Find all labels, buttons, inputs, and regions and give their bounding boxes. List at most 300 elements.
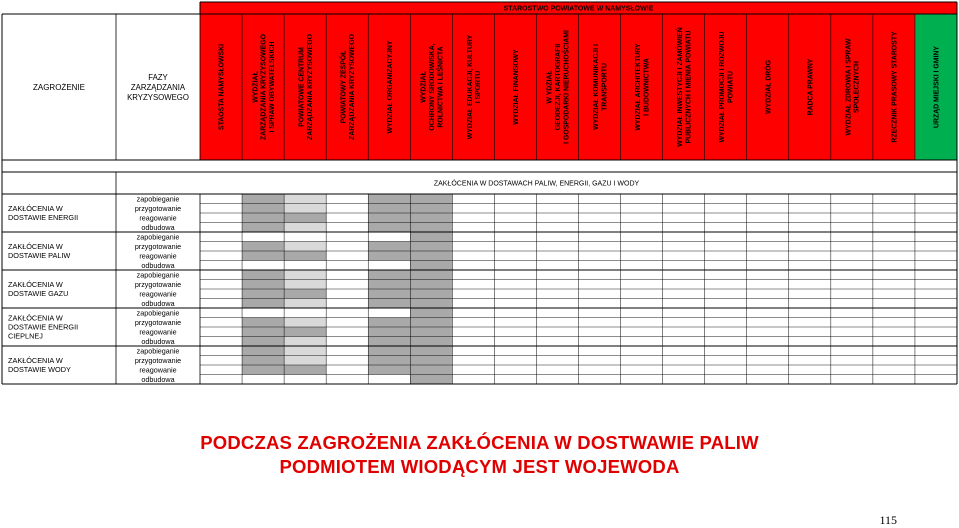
matrix-cell xyxy=(705,289,747,299)
matrix-cell xyxy=(284,356,326,366)
matrix-cell xyxy=(494,223,536,233)
matrix-cell xyxy=(200,223,242,233)
matrix-cell xyxy=(579,289,621,299)
matrix-cell xyxy=(915,251,957,261)
matrix-cell xyxy=(326,299,368,309)
matrix-cell xyxy=(705,270,747,280)
matrix-cell xyxy=(452,204,494,214)
matrix-cell xyxy=(368,337,410,347)
matrix-cell xyxy=(200,375,242,385)
matrix-cell xyxy=(915,299,957,309)
phases-label: KRYZYSOWEGO xyxy=(127,93,189,102)
unit-header-label: RZECZNIK PRASOWY STAROSTY xyxy=(891,31,899,143)
matrix-cell xyxy=(831,289,873,299)
threat-name: DOSTAWIE PALIW xyxy=(8,250,71,260)
unit-header-label: W YDZIAŁ xyxy=(546,70,554,104)
matrix-cell xyxy=(494,270,536,280)
matrix-cell xyxy=(410,308,452,318)
threat-name: ZAKŁÓCENIA W xyxy=(8,242,63,252)
unit-header-label: RADCA PRAWNY xyxy=(807,58,815,116)
matrix-cell xyxy=(326,261,368,271)
matrix-cell xyxy=(915,194,957,204)
matrix-cell xyxy=(242,327,284,337)
matrix-cell xyxy=(452,299,494,309)
unit-header-label: URZĄD MIEJSKI I GMINY xyxy=(933,46,941,128)
matrix-cell xyxy=(452,213,494,223)
matrix-cell xyxy=(747,251,789,261)
matrix-cell xyxy=(873,232,915,242)
matrix-cell xyxy=(831,346,873,356)
matrix-cell xyxy=(747,232,789,242)
phases-label: FAZY xyxy=(148,73,168,82)
matrix-cell xyxy=(284,365,326,375)
matrix-cell xyxy=(242,194,284,204)
matrix-cell xyxy=(452,318,494,328)
matrix-cell xyxy=(663,365,705,375)
matrix-cell xyxy=(789,327,831,337)
matrix-cell xyxy=(705,308,747,318)
matrix-cell xyxy=(368,356,410,366)
matrix-cell xyxy=(242,346,284,356)
matrix-cell xyxy=(368,270,410,280)
unit-header-label: I GOSPODARKI NIERUCHOŚCIAMI xyxy=(563,30,571,144)
matrix-cell xyxy=(326,232,368,242)
matrix-cell xyxy=(452,280,494,290)
matrix-cell xyxy=(663,280,705,290)
matrix-cell xyxy=(873,365,915,375)
matrix-cell xyxy=(536,232,578,242)
matrix-cell xyxy=(536,365,578,375)
phase-label: reagowanie xyxy=(139,213,177,223)
threat-label: ZAGROŻENIE xyxy=(32,83,86,92)
matrix-cell xyxy=(452,251,494,261)
matrix-cell xyxy=(873,270,915,280)
matrix-cell xyxy=(579,213,621,223)
matrix-cell xyxy=(326,270,368,280)
matrix-cell xyxy=(536,337,578,347)
matrix-cell xyxy=(621,308,663,318)
matrix-cell xyxy=(789,356,831,366)
matrix-cell xyxy=(284,251,326,261)
phases-label: ZARZĄDZANIA xyxy=(130,83,186,92)
matrix-cell xyxy=(705,299,747,309)
matrix-cell xyxy=(284,213,326,223)
phase-label: odbudowa xyxy=(141,222,175,232)
matrix-cell xyxy=(536,327,578,337)
matrix-cell xyxy=(747,289,789,299)
matrix-cell xyxy=(579,232,621,242)
unit-header xyxy=(675,27,692,146)
matrix-cell xyxy=(368,232,410,242)
matrix-cell xyxy=(410,327,452,337)
matrix-cell xyxy=(579,223,621,233)
matrix-cell xyxy=(242,232,284,242)
matrix-cell xyxy=(873,194,915,204)
unit-header xyxy=(807,58,814,115)
phase-label: przygotowanie xyxy=(134,203,182,213)
matrix-cell xyxy=(410,375,452,385)
unit-header-label: SPOŁECZNYCH xyxy=(853,60,861,114)
matrix-cell xyxy=(915,346,957,356)
footer-note-line-1: PODCZAS ZAGROŻENIA ZAKŁÓCENIA W DOSTWAWIE PALIW xyxy=(200,432,759,453)
matrix-cell xyxy=(410,337,452,347)
matrix-cell xyxy=(368,261,410,271)
matrix-cell xyxy=(663,318,705,328)
matrix-cell xyxy=(368,194,410,204)
matrix-cell xyxy=(747,204,789,214)
matrix-cell xyxy=(705,356,747,366)
unit-header-label: WYDZIAŁ KOMUNIKACJI I xyxy=(592,44,600,130)
unit-header xyxy=(513,49,520,125)
matrix-cell xyxy=(536,242,578,252)
matrix-cell xyxy=(579,375,621,385)
matrix-cell xyxy=(873,204,915,214)
unit-header-label: WYDZIAŁ ARCHITEKTURY xyxy=(634,43,642,131)
matrix-cell xyxy=(368,375,410,385)
matrix-cell xyxy=(831,213,873,223)
matrix-cell xyxy=(200,280,242,290)
phase-label: zapobieganie xyxy=(136,270,180,280)
unit-header-label: WYDZIAŁ INWESTYCJI I ZAMÓWIEŃ xyxy=(677,27,685,147)
matrix-cell xyxy=(789,346,831,356)
matrix-cell xyxy=(284,299,326,309)
matrix-cell xyxy=(663,251,705,261)
matrix-cell xyxy=(705,346,747,356)
matrix-cell xyxy=(789,337,831,347)
unit-header-label: PUBLICZNYCH I MIENIA POWIATU xyxy=(685,30,693,144)
section-title: ZAKŁÓCENIA W DOSTAWACH PALIW, ENERGII, GAZU I WODY xyxy=(433,180,640,188)
phase-label: odbudowa xyxy=(141,336,175,346)
matrix-cell xyxy=(873,356,915,366)
matrix-cell xyxy=(200,308,242,318)
threat-name: DOSTAWIE ENERGII xyxy=(8,322,79,332)
matrix-cell xyxy=(368,327,410,337)
matrix-cell xyxy=(242,375,284,385)
matrix-cell xyxy=(915,204,957,214)
matrix-cell xyxy=(663,327,705,337)
matrix-cell xyxy=(284,318,326,328)
phase-label: przygotowanie xyxy=(134,279,182,289)
matrix-cell xyxy=(747,261,789,271)
matrix-cell xyxy=(284,242,326,252)
matrix-cell xyxy=(452,289,494,299)
matrix-cell xyxy=(494,242,536,252)
matrix-cell xyxy=(873,318,915,328)
matrix-cell xyxy=(705,318,747,328)
matrix-cell xyxy=(579,356,621,366)
matrix-cell xyxy=(747,308,789,318)
matrix-cell xyxy=(663,213,705,223)
matrix-cell xyxy=(663,308,705,318)
unit-header xyxy=(299,33,314,140)
matrix-cell xyxy=(789,204,831,214)
matrix-cell xyxy=(621,318,663,328)
matrix-cell xyxy=(663,375,705,385)
matrix-cell xyxy=(705,204,747,214)
matrix-cell xyxy=(368,289,410,299)
matrix-cell xyxy=(536,270,578,280)
matrix-cell xyxy=(831,337,873,347)
matrix-cell xyxy=(579,299,621,309)
matrix-cell xyxy=(368,251,410,261)
matrix-cell xyxy=(326,346,368,356)
matrix-cell xyxy=(284,270,326,280)
matrix-cell xyxy=(789,375,831,385)
matrix-cell xyxy=(789,270,831,280)
matrix-cell xyxy=(789,194,831,204)
threat-name: DOSTAWIE ENERGII xyxy=(8,212,79,222)
matrix-cell xyxy=(242,242,284,252)
matrix-cell xyxy=(284,308,326,318)
matrix-cell xyxy=(200,213,242,223)
footer-note-line-2: PODMIOTEM WIODĄCYM JEST WOJEWODA xyxy=(279,456,680,477)
matrix-cell xyxy=(494,327,536,337)
matrix-cell xyxy=(915,327,957,337)
matrix-cell xyxy=(452,365,494,375)
matrix-cell xyxy=(494,308,536,318)
matrix-cell xyxy=(663,270,705,280)
matrix-cell xyxy=(410,280,452,290)
matrix-cell xyxy=(200,270,242,280)
matrix-cell xyxy=(873,289,915,299)
matrix-cell xyxy=(410,261,452,271)
matrix-cell xyxy=(536,261,578,271)
matrix-cell xyxy=(579,251,621,261)
phase-label: odbudowa xyxy=(141,260,175,270)
matrix-cell xyxy=(915,289,957,299)
matrix-cell xyxy=(410,346,452,356)
unit-header-label: POWIATOWE CENTRUM xyxy=(298,47,306,127)
matrix-cell xyxy=(326,213,368,223)
matrix-cell xyxy=(831,261,873,271)
page-number: 115 xyxy=(879,513,897,527)
matrix-cell xyxy=(410,213,452,223)
matrix-cell xyxy=(831,318,873,328)
matrix-cell xyxy=(621,280,663,290)
matrix-cell xyxy=(621,289,663,299)
matrix-cell xyxy=(873,327,915,337)
matrix-cell xyxy=(873,299,915,309)
matrix-cell xyxy=(368,213,410,223)
threat-name: ZAKŁÓCENIA W xyxy=(8,204,63,214)
matrix-cell xyxy=(873,280,915,290)
matrix-cell xyxy=(789,213,831,223)
matrix-cell xyxy=(621,375,663,385)
matrix-cell xyxy=(494,261,536,271)
matrix-cell xyxy=(747,242,789,252)
matrix-cell xyxy=(621,242,663,252)
matrix-cell xyxy=(410,194,452,204)
matrix-cell xyxy=(873,308,915,318)
unit-header-label: WYDZIAŁ PROMOCJI I ROZWOJU xyxy=(719,31,727,143)
matrix-cell xyxy=(663,242,705,252)
matrix-cell xyxy=(621,204,663,214)
matrix-cell xyxy=(915,223,957,233)
matrix-cell xyxy=(410,299,452,309)
matrix-cell xyxy=(663,194,705,204)
matrix-cell xyxy=(579,318,621,328)
top-title: STAROSTWO POWIATOWE W NAMYSŁOWIE xyxy=(503,5,654,13)
matrix-cell xyxy=(621,261,663,271)
matrix-cell xyxy=(873,337,915,347)
matrix-cell xyxy=(789,365,831,375)
matrix-cell xyxy=(452,194,494,204)
phase-label: zapobieganie xyxy=(136,232,180,242)
phase-label: odbudowa xyxy=(141,298,175,308)
unit-header xyxy=(763,60,772,114)
matrix-cell xyxy=(494,251,536,261)
matrix-cell xyxy=(915,270,957,280)
matrix-cell xyxy=(452,261,494,271)
matrix-cell xyxy=(579,346,621,356)
matrix-cell xyxy=(831,327,873,337)
matrix-cell xyxy=(747,327,789,337)
matrix-cell xyxy=(242,337,284,347)
matrix-cell xyxy=(747,223,789,233)
unit-header-label: POWIATU xyxy=(727,70,735,104)
matrix-cell xyxy=(452,270,494,280)
matrix-cell xyxy=(368,365,410,375)
matrix-cell xyxy=(494,365,536,375)
matrix-cell xyxy=(915,375,957,385)
matrix-cell xyxy=(705,242,747,252)
matrix-cell xyxy=(873,375,915,385)
matrix-cell xyxy=(663,204,705,214)
matrix-cell xyxy=(326,356,368,366)
matrix-cell xyxy=(621,251,663,261)
matrix-cell xyxy=(663,337,705,347)
matrix-cell xyxy=(789,223,831,233)
matrix-cell xyxy=(579,308,621,318)
matrix-cell xyxy=(831,242,873,252)
matrix-cell xyxy=(747,318,789,328)
matrix-cell xyxy=(789,251,831,261)
unit-header-label: ZARZĄDZANIA KRYZYSOWEGO xyxy=(348,34,356,140)
matrix-cell xyxy=(410,204,452,214)
phase-label: reagowanie xyxy=(139,327,177,337)
matrix-cell xyxy=(831,375,873,385)
matrix-cell xyxy=(621,365,663,375)
matrix-cell xyxy=(663,289,705,299)
matrix-cell xyxy=(621,223,663,233)
phase-label: reagowanie xyxy=(139,365,177,375)
unit-header-label: I SPORTU xyxy=(475,70,483,104)
matrix-cell xyxy=(200,242,242,252)
unit-header-label: STAOSTA NAMYSŁOWSKI xyxy=(218,44,226,130)
matrix-cell xyxy=(368,280,410,290)
matrix-cell xyxy=(410,318,452,328)
matrix-cell xyxy=(200,318,242,328)
unit-header-label: I BUDOWNICTWA xyxy=(643,58,651,116)
matrix-cell xyxy=(200,299,242,309)
matrix-cell xyxy=(494,318,536,328)
unit-header-label: WYDZIAŁ xyxy=(420,71,428,103)
matrix-cell xyxy=(200,356,242,366)
matrix-cell xyxy=(831,251,873,261)
unit-header-label: OCHRONY ŚRODOWISKA, xyxy=(428,43,436,131)
matrix-cell xyxy=(663,223,705,233)
matrix-cell xyxy=(326,204,368,214)
matrix-cell xyxy=(873,242,915,252)
matrix-cell xyxy=(284,261,326,271)
matrix-cell xyxy=(536,204,578,214)
matrix-cell xyxy=(494,299,536,309)
matrix-cell xyxy=(747,270,789,280)
matrix-cell xyxy=(831,204,873,214)
matrix-cell xyxy=(410,270,452,280)
matrix-cell xyxy=(536,346,578,356)
matrix-cell xyxy=(536,299,578,309)
matrix-cell xyxy=(915,232,957,242)
matrix-cell xyxy=(831,223,873,233)
matrix-cell xyxy=(494,194,536,204)
matrix-cell xyxy=(747,346,789,356)
matrix-cell xyxy=(663,261,705,271)
matrix-cell xyxy=(873,213,915,223)
unit-header-label: GEODEZJI, KARTOGRAFII xyxy=(555,43,563,131)
matrix-cell xyxy=(621,270,663,280)
unit-header-label: WYDZIAŁ xyxy=(252,71,260,103)
matrix-cell xyxy=(242,213,284,223)
matrix-cell xyxy=(200,204,242,214)
matrix-cell xyxy=(789,261,831,271)
matrix-cell xyxy=(494,280,536,290)
matrix-cell xyxy=(410,365,452,375)
matrix-cell xyxy=(536,318,578,328)
matrix-cell xyxy=(747,280,789,290)
unit-header xyxy=(934,46,941,128)
matrix-cell xyxy=(579,242,621,252)
matrix-cell xyxy=(621,213,663,223)
matrix-cell xyxy=(915,308,957,318)
matrix-cell xyxy=(410,251,452,261)
matrix-cell xyxy=(621,337,663,347)
matrix-cell xyxy=(494,232,536,242)
threat-name: DOSTAWIE WODY xyxy=(8,364,71,374)
matrix-cell xyxy=(410,223,452,233)
matrix-cell xyxy=(915,356,957,366)
matrix-cell xyxy=(242,204,284,214)
matrix-cell xyxy=(579,204,621,214)
matrix-cell xyxy=(579,280,621,290)
unit-header-label: WYDZIAŁ DRÓG xyxy=(765,60,773,114)
matrix-cell xyxy=(494,356,536,366)
matrix-cell xyxy=(494,337,536,347)
matrix-cell xyxy=(663,356,705,366)
threat-name: ZAKŁÓCENIA W xyxy=(8,280,63,290)
matrix-cell xyxy=(579,337,621,347)
matrix-cell xyxy=(284,327,326,337)
unit-header xyxy=(219,44,226,130)
matrix-cell xyxy=(621,346,663,356)
matrix-cell xyxy=(326,318,368,328)
matrix-cell xyxy=(242,299,284,309)
matrix-cell xyxy=(621,356,663,366)
matrix-cell xyxy=(705,261,747,271)
matrix-cell xyxy=(747,213,789,223)
unit-header-label: POWIATOWY ZESPÓŁ xyxy=(340,50,348,124)
threat-name: ZAKŁÓCENIA W xyxy=(8,356,63,366)
matrix-cell xyxy=(284,337,326,347)
matrix-cell xyxy=(200,365,242,375)
matrix-cell xyxy=(284,289,326,299)
unit-header xyxy=(387,40,394,133)
matrix-cell xyxy=(747,375,789,385)
matrix-cell xyxy=(536,375,578,385)
phase-label: zapobieganie xyxy=(136,308,180,318)
threat-name: DOSTAWIE GAZU xyxy=(8,288,69,298)
matrix-cell xyxy=(242,280,284,290)
